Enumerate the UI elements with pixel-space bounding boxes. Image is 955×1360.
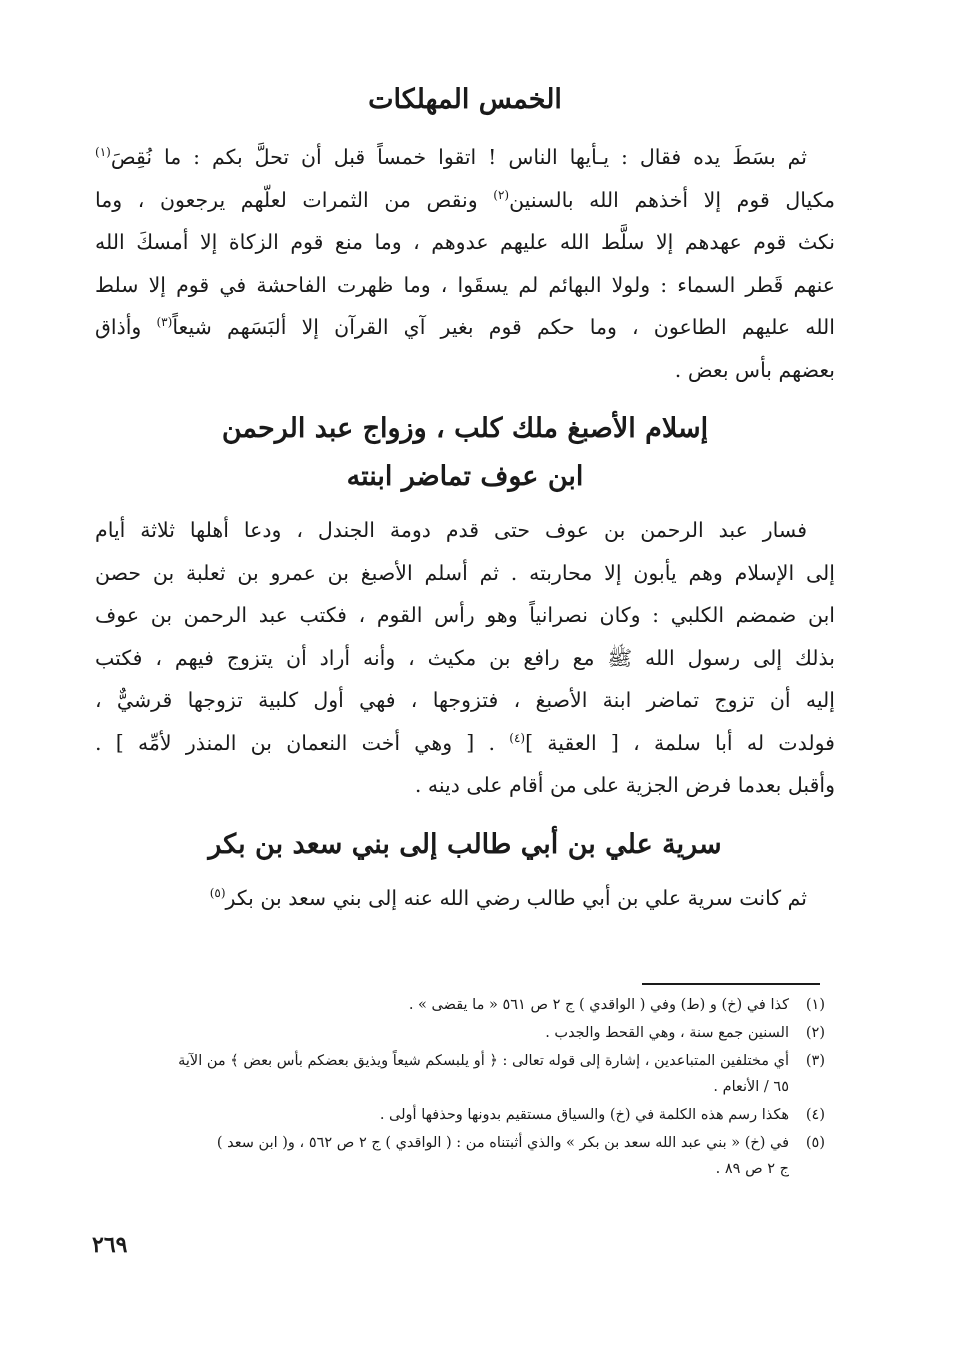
- section-2-title: سرية علي بن أبي طالب إلى بني سعد بن بكر: [208, 828, 722, 860]
- footnote-separator: [642, 983, 820, 985]
- paragraph-1-line-1: [95, 136, 835, 179]
- footnote-ref-3: (٣): [156, 315, 173, 330]
- footnote-ref-2: (٢): [493, 187, 510, 202]
- paragraph-1-line-5-tail: وأذاق: [95, 315, 142, 339]
- section-1-title-line-2: ابن عوف تماضر ابنته: [346, 461, 584, 492]
- footnote-ref-4: (٤): [509, 730, 526, 745]
- footnote-5: [95, 1130, 825, 1182]
- paragraph-1: [95, 136, 835, 391]
- paragraph-1-line-5: [95, 306, 835, 349]
- footnote-4: [95, 1102, 825, 1128]
- paragraph-2-line-1: فسار عبد الرحمن بن عوف حتى قدم دومة الجندل ، ودعا أهلها ثلاثة أيام: [95, 518, 807, 542]
- footnote-2: [95, 1020, 825, 1046]
- paragraph-2-line-2: إلى الإسلام وهم يأبون إلا محاربته . ثم أسلم الأصبغ بن عمرو بن ثعلبة بن حصن: [95, 560, 835, 585]
- section-1-title-line-1: إسلام الأصبغ ملك كلب ، وزواج عبد الرحمن: [221, 413, 709, 444]
- paragraph-1-line-4: عنهم قَطر السماء : ولولا البهائم لم يسقَوا ، وما ظهرت الفاحشة في قوم إلا سلط: [95, 272, 835, 297]
- footnote-text-wrapper: [95, 1130, 789, 1182]
- paragraph-2-line-5: إليه أن تزوج تماضر ابنة الأصبغ ، فتزوجها ، فهي أول كلبية تزوجها قرشيٌّ ،: [95, 688, 835, 712]
- footnote-1: [95, 992, 825, 1018]
- footnote-number: (٢): [805, 1025, 825, 1041]
- footnote-text-continuation: ٦٥ / الأنعام .: [713, 1079, 789, 1095]
- paragraph-3-text: ثم كانت سرية علي بن أبي طالب رضي الله عنه إلى بني سعد بن بكر: [225, 885, 807, 910]
- footnote-text-wrapper: [95, 1048, 789, 1100]
- paragraph-1-line-2-tail: ونقص من الثمرات لعلّهم يرجعون ، وما: [95, 187, 478, 212]
- footnote-ref-5: (٥): [209, 885, 226, 900]
- page-body: [95, 80, 835, 919]
- paragraph-1-line-1-text: ثم بسَطَ يده فقال : يـأيها الناس ! اتقوا خمساً قبل أن تحلَّ بكم : ما نُقِصَ: [110, 145, 807, 169]
- paragraph-2-line-4: بذلك إلى رسول الله ﷺ مع رافع بن مكيث ، وأنه أراد أن يتزوج فيهم ، فكتب: [95, 645, 835, 670]
- paragraph-2-line-6: [95, 722, 835, 765]
- paragraph-1-line-5-text: الله عليهم الطاعون ، وما حكم قوم بغير آي القرآن إلا ألبَسَهم شيعاً: [172, 315, 835, 339]
- paragraph-3: [95, 877, 835, 920]
- footnote-text: كذا في (خ) و (ط) وفي ( الواقدي ) ج ٢ ص ٥٦١ « ما يقضى » .: [408, 997, 789, 1013]
- paragraph-2-line-6-tail: . [ وهي أخت النعمان بن المنذر لأمِّه ] .: [95, 730, 496, 755]
- running-head: الخمس المهلكات: [368, 84, 562, 115]
- section-1-title: [95, 405, 835, 501]
- paragraph-2-line-6-text: فولدت له أبا سلمة ، [ العقية ]: [525, 730, 835, 755]
- footnote-text-continuation: ج ٢ ص ٨٩ .: [715, 1161, 789, 1177]
- footnote-text: في (خ) « بني عبد الله سعد بن بكر » والذي أثبتناه من : ( الواقدي ) ج ٢ ص ٥٦٢ ، و( ابن سعد ): [216, 1135, 789, 1151]
- footnote-number: (٤): [805, 1107, 825, 1123]
- paragraph-2-line-7: وأقبل بعدما فرض الجزية على من أقام على دينه .: [414, 773, 835, 797]
- paragraph-1-line-2: [95, 179, 835, 222]
- footnote-number: (٥): [805, 1135, 825, 1151]
- paragraph-3-line-1: [95, 877, 835, 920]
- paragraph-1-line-2-text: مكيال قوم إلا أخذهم الله بالسنين: [509, 187, 835, 212]
- footnote-number: (١): [805, 997, 825, 1013]
- footnote-ref-1: (١): [95, 145, 111, 160]
- footnotes: [95, 990, 825, 1184]
- footnote-text: السنين جمع سنة ، وهي القحط والجدب .: [545, 1025, 789, 1041]
- footnote-text: أي مختلفين المتباعدين ، إشارة إلى قوله تعالى : ﴿ أو يلبسكم شيعاً ويذيق بعضكم بأس بعض ﴾ من الآية: [178, 1053, 789, 1069]
- page-number: ٢٦٩: [92, 1232, 128, 1258]
- footnote-text: هكذا رسم هذه الكلمة في (خ) والسياق مستقيم بدونها وحذفها أولى .: [379, 1107, 789, 1123]
- paragraph-1-line-6: بعضهم بأس بعض .: [674, 357, 835, 382]
- footnote-3: [95, 1048, 825, 1100]
- footnote-number: (٣): [805, 1053, 825, 1069]
- paragraph-2-line-3: ابن ضمضم الكلبي : وكان نصرانياً وهو رأس القوم ، فكتب عبد الرحمن بن عوف: [95, 603, 835, 627]
- paragraph-1-line-3: نكث قوم عهدهم إلا سلَّط الله عليهم عدوهم ، وما منع قوم الزكاة إلا أمسكَ الله: [95, 230, 835, 254]
- paragraph-2: [95, 509, 835, 807]
